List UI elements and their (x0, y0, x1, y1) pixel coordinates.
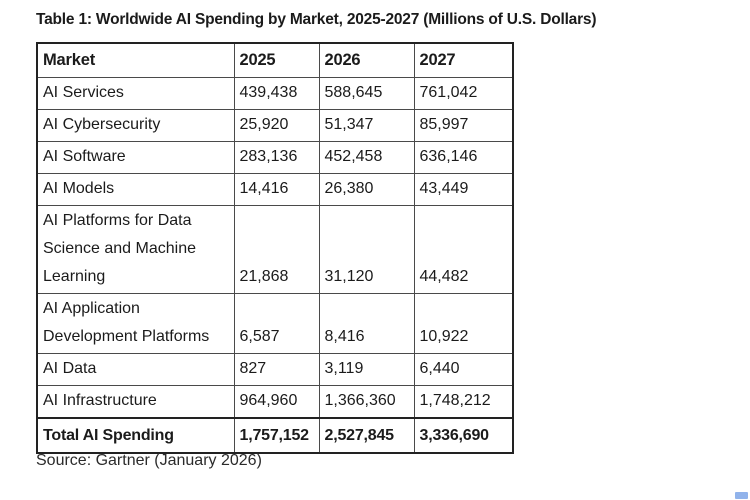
market-cell: AI Cybersecurity (37, 110, 234, 142)
header-row (37, 43, 513, 78)
market-cell: AI Services (37, 78, 234, 110)
value-cell: 761,042 (414, 78, 513, 110)
value-cell: 6,587 (234, 294, 319, 354)
value-cell: 1,748,212 (414, 386, 513, 419)
value-cell: 43,449 (414, 174, 513, 206)
market-cell: AI Data (37, 354, 234, 386)
table-row (37, 386, 513, 419)
value-cell: 827 (234, 354, 319, 386)
total-value-cell: 1,757,152 (234, 418, 319, 453)
total-value-cell: 3,336,690 (414, 418, 513, 453)
value-cell: 8,416 (319, 294, 414, 354)
market-cell: AI Models (37, 174, 234, 206)
total-row (37, 418, 513, 453)
market-cell: AI Infrastructure (37, 386, 234, 419)
value-cell: 439,438 (234, 78, 319, 110)
value-cell: 44,482 (414, 206, 513, 294)
table-row (37, 294, 513, 354)
market-cell: AI Platforms for Data Science and Machine Learning (37, 206, 234, 294)
value-cell: 636,146 (414, 142, 513, 174)
market-cell: AI Application Development Platforms (37, 294, 234, 354)
value-cell: 588,645 (319, 78, 414, 110)
value-cell: 31,120 (319, 206, 414, 294)
header-cell-2025: 2025 (234, 43, 319, 78)
table-row (37, 78, 513, 110)
total-label-cell: Total AI Spending (37, 418, 234, 453)
header-cell-2026: 2026 (319, 43, 414, 78)
value-cell: 10,922 (414, 294, 513, 354)
value-cell: 51,347 (319, 110, 414, 142)
total-value-cell: 2,527,845 (319, 418, 414, 453)
table-row (37, 142, 513, 174)
value-cell: 1,366,360 (319, 386, 414, 419)
value-cell: 26,380 (319, 174, 414, 206)
source-note: Source: Gartner (January 2026) (36, 452, 262, 469)
table-row (37, 354, 513, 386)
spending-table (36, 42, 514, 454)
value-cell: 6,440 (414, 354, 513, 386)
table-row (37, 110, 513, 142)
market-cell: AI Software (37, 142, 234, 174)
value-cell: 14,416 (234, 174, 319, 206)
value-cell: 283,136 (234, 142, 319, 174)
table-row (37, 206, 513, 294)
value-cell: 25,920 (234, 110, 319, 142)
page-title: Table 1: Worldwide AI Spending by Market, 2025-2027 (Millions of U.S. Dollars) (36, 11, 597, 28)
value-cell: 452,458 (319, 142, 414, 174)
header-cell-2027: 2027 (414, 43, 513, 78)
table-row (37, 174, 513, 206)
header-cell-market: Market (37, 43, 234, 78)
value-cell: 85,997 (414, 110, 513, 142)
value-cell: 3,119 (319, 354, 414, 386)
corner-artifact (735, 492, 748, 499)
value-cell: 21,868 (234, 206, 319, 294)
value-cell: 964,960 (234, 386, 319, 419)
